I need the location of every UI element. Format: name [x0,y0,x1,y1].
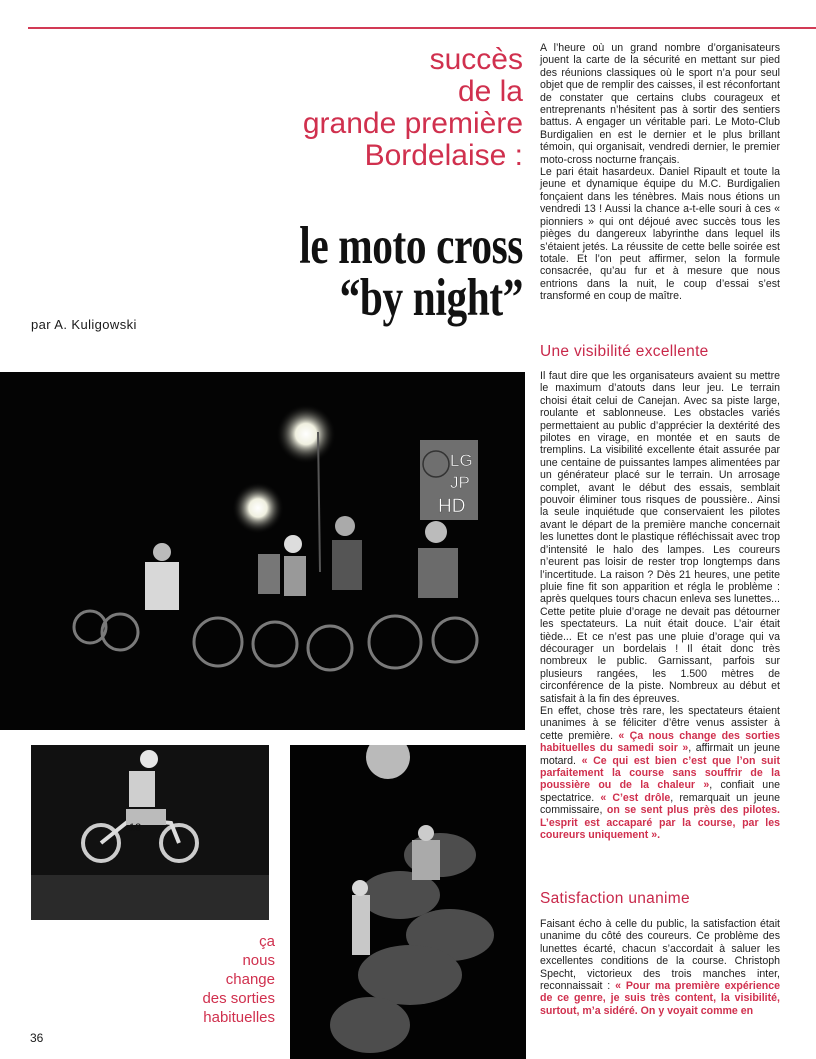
visibility-paragraph: Il faut dire que les organisateurs avaient su mettre le maximum d’atouts dans leur jeu. Le terrain choisi était celui de Canejan. Avec sa piste large, roulante et sablonneuse. Les obstacles variés permettaient au public d’apprécier la dextérité des pilotes en virage, en montée et en sauts de tremplins. La visibilité excellente était assurée par une centaine de puissantes lampes alimentées par un générateur placé sur le terrain. Un arrosage complet, avant le début des essais, semblait pouvoir éliminer tous risques de poussière.. Ainsi la seule inquiétude que conservaient les pilotes avant le départ de la première manche concernait les lunettes dont le plastique réfléchissait avec trop d’intensité le halo des lampes. Les coureurs n’eurent pas loisir de rester trop longtemps dans l’incertitude. La raison ? Dès 21 heures, une petite pluie fine fit son apparition et régla le problème : après quelques tours chacun enleva ses lunettes... Cette petite pluie d’orage ne devait pas détourner les spectateurs. La nuit était douce. L’air était tiède... Et ce n’est pas une pluie d’orage qui va décourager un bordelais ! Il était donc très nombreux le public. Garnissant, parfois sur plusieurs rangées, les 1.500 mètres de circonférence de la piste. Nombreux au début et satisfait à la fin des épreuves. [540,370,780,705]
page-number: 36 [30,1031,44,1045]
watermark-stamp [420,440,478,520]
quote-1-tail: , affirmait un jeune motard. [540,742,780,767]
intro-paragraphs [540,42,780,303]
rider-number: 13 [129,822,142,834]
quote-3-tail: , remarquait un jeune commissaire, [540,791,780,817]
quotes-paragraph [540,705,780,841]
caption-line: nous [242,952,275,969]
byline: par A. Kuligowski [31,317,137,332]
photo-spectators-in-tree [290,745,526,1059]
photo-rider-jump [31,745,269,920]
section-visibility-body [540,370,780,841]
headline-line: le moto cross [299,217,523,275]
kicker-line: grande première [302,107,523,140]
satisfaction-paragraph [540,918,780,1017]
specht-quote: « Pour ma première expérience de ce genre, je suis très content, la visibilité, surtout, m’a sidéré. On y voyait comme en [540,980,780,1017]
watermark-logo [420,440,478,520]
watermark-line: HD [438,496,466,517]
headline-line: “by night” [339,269,523,327]
quote-3: « C’est drôle [600,791,671,804]
quote-2-tail: , confiait une spectatrice. [540,779,780,804]
quotes-lead: En effet, chose très rare, les spectateurs étaient unanimes à se féliciter d’être venus assister à cette première. [540,704,780,742]
kicker-line: Bordelaise : [364,139,523,172]
top-rule [28,27,816,29]
watermark-line: LG [450,451,473,470]
section-satisfaction-body [540,918,780,1017]
caption-line: change [225,971,275,988]
kicker-line: succès [429,43,523,76]
second-paragraph: Le pari était hasardeux. Daniel Ripault et toute la jeune et dynamique équipe du M.C. Burdigalien fonçaient dans les ténèbres. Mais nous étions un vendredi 13 ! Aussi la chance a-t-elle souri à ces « pionniers » qui ont déjoué avec succès tous les pièges du dangereux labyrinthe dans lequel ils s’étaient jetés. La réussite de cette belle soirée est totale. Et l’on peut affirmer, selon la formule consacrée, qu’au fur et à mesure que nous entrions dans la nuit, le coup d’essai s’est transformé en coup de maître. [540,166,780,303]
section-heading-visibility: Une visibilité excellente [540,343,709,360]
quote-2: « Ce qui est bien c’est que l’on suit parfaitement la course sans souffrir de la poussière ou de la chaleur » [540,754,780,792]
caption-line: habituelles [203,1009,275,1026]
spectators-illustration [290,745,526,1059]
intro-paragraph: A l’heure où un grand nombre d’organisateurs jouent la carte de la sécurité en mettant sur pied des réunions classiques où le sport n’a pour seul objet que de remplir des caisses, il est réconfortant de constater que certains clubs courageux et entreprenants n’hésitent pas à sortir des sentiers battus. A engager un véritable pari. Le Moto-Club Burdigalien en est le dernier et le plus brillant témoin, qui organisait, vendredi dernier, le premier moto-cross nocturne français. [540,42,780,166]
satisfaction-lead: Faisant écho à celle du public, la satisfaction était unanime du côté des coureurs. Ce problème des lunettes écarté, chacun s’accordait à saluer les excellentes conditions de la course. Christoph Specht, victorieux des trois manches inter, reconnaissait : [540,918,780,993]
caption-line: ça [259,933,275,950]
photo-caption [170,932,275,1027]
watermark-line: JP [450,473,470,492]
quote-1: « Ça nous change des sorties habituelles du samedi soir » [540,729,780,755]
quote-4: on se sent plus près des pilotes. L’esprit est accaparé par la course, par les coureurs uniquement ». [540,804,780,842]
article-kicker [223,44,523,172]
section-heading-satisfaction: Satisfaction unanime [540,890,690,907]
kicker-line: de la [457,75,523,108]
caption-line: des sorties [202,990,275,1007]
article-headline [273,217,523,327]
rider-jump-illustration [31,745,269,920]
main-photo-riders-at-night [0,372,525,730]
night-riders-illustration [0,372,525,730]
